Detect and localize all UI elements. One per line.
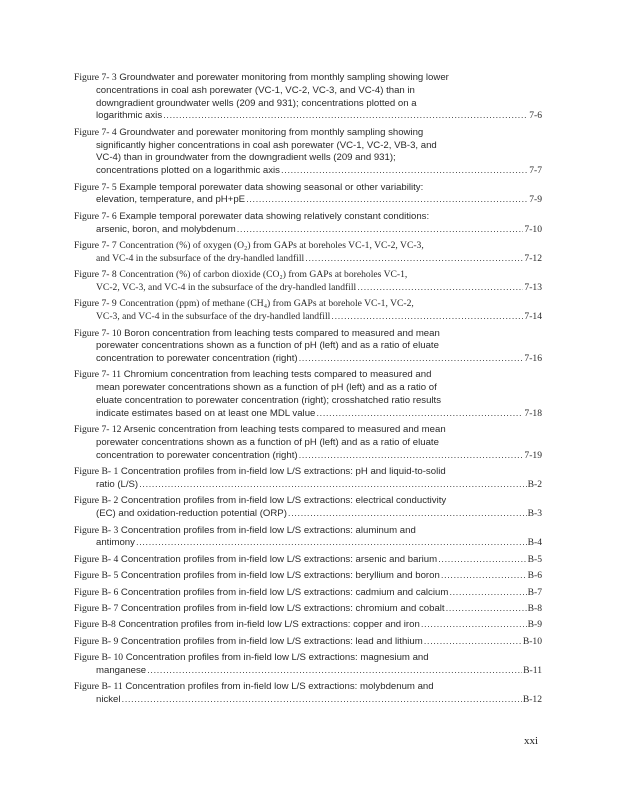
page-ref: B-6 <box>527 570 542 582</box>
toc-entry-first-line <box>74 495 542 508</box>
figure-label: Figure B- 10 <box>74 652 124 664</box>
dot-leader <box>305 253 523 266</box>
list-of-figures <box>74 72 542 711</box>
page-ref: 7-19 <box>524 449 542 461</box>
dot-leader <box>299 450 524 463</box>
figure-label: Figure B- 2 <box>74 495 119 507</box>
toc-entry-first-line <box>74 652 542 665</box>
toc-entry[interactable] <box>74 525 542 551</box>
toc-entry-line <box>74 554 542 567</box>
figure-caption-end: ratio (L/S) <box>96 479 139 491</box>
toc-entry-first-line <box>74 127 542 140</box>
toc-entry-last-line <box>74 479 542 492</box>
page-ref: 7-9 <box>529 194 542 206</box>
figure-label: Figure B- 6 <box>74 586 119 598</box>
toc-entry[interactable] <box>74 127 542 178</box>
figure-caption: Concentration profiles from in-field low L/S extractions: aluminum and <box>120 524 416 536</box>
toc-entry-first-line <box>74 298 542 311</box>
toc-entry-first-line <box>74 72 542 85</box>
toc-entry[interactable] <box>74 328 542 366</box>
toc-entry-text <box>74 603 445 616</box>
toc-entry-first-line <box>74 328 542 341</box>
toc-entry-last-line <box>74 311 542 324</box>
toc-entry[interactable] <box>74 424 542 462</box>
toc-entry-continuation: mean porewater concentrations shown as a function of pH (left) and as a ratio of <box>96 382 437 394</box>
dot-leader <box>449 587 526 600</box>
toc-entry-line <box>74 570 542 583</box>
toc-entry-continuation: porewater concentrations shown as a function of pH (left) and as a ratio of eluate <box>96 340 439 352</box>
figure-caption-end: VC-3, and VC-4 in the subsurface of the dry-handled landfill <box>96 311 331 323</box>
page-ref: B-3 <box>527 508 542 520</box>
figure-caption: Arsenic concentration from leaching tests compared to measured and mean <box>123 424 446 436</box>
figure-caption: Groundwater and porewater monitoring from monthly sampling showing <box>119 126 424 138</box>
dot-leader <box>246 194 528 207</box>
toc-entry[interactable] <box>74 495 542 521</box>
figure-caption-end: concentrations plotted on a logarithmic axis <box>96 165 280 177</box>
figure-caption-end: concentration to porewater concentration (right) <box>96 449 298 461</box>
toc-entry[interactable] <box>74 369 542 420</box>
page-ref: 7-10 <box>524 223 542 235</box>
dot-leader <box>331 311 523 324</box>
toc-entry-last-line <box>74 450 542 463</box>
page-ref: 7-13 <box>524 281 542 293</box>
figure-caption: Concentration profiles from in-field low L/S extractions: pH and liquid-to-solid <box>120 466 446 478</box>
figure-caption: Concentration (ppm) of methane (CH₄) from GAPs at borehole VC-1, VC-2, <box>119 298 414 310</box>
page-ref: B-2 <box>527 479 542 491</box>
figure-label: Figure 7- 12 <box>74 424 122 436</box>
toc-entry-last-line <box>74 694 542 707</box>
toc-entry-line <box>74 587 542 600</box>
page-ref: 7-18 <box>524 407 542 419</box>
toc-entry-continuation: significantly higher concentrations in coal ash porewater (VC-1, VC-2, VB-3, and <box>96 139 437 151</box>
figure-caption-end: elevation, temperature, and pH+pE <box>96 194 246 206</box>
dot-leader <box>438 554 526 567</box>
toc-entry-first-line <box>74 369 542 382</box>
toc-entry-line <box>74 603 542 616</box>
dot-leader <box>237 224 524 237</box>
toc-entry-first-line <box>74 182 542 195</box>
toc-entry-last-line <box>74 253 542 266</box>
toc-entry-text <box>74 636 423 649</box>
figure-caption-end: and VC-4 in the subsurface of the dry-handled landfill <box>96 252 305 264</box>
figure-caption: Boron concentration from leaching tests compared to measured and mean <box>124 327 440 339</box>
toc-entry-text <box>74 587 448 600</box>
toc-entry-last-line <box>74 537 542 550</box>
dot-leader <box>441 570 527 583</box>
figure-caption: Concentration profiles from in-field low L/S extractions: electrical conductivity <box>120 495 447 507</box>
page-ref: B-8 <box>527 602 542 614</box>
page-ref: B-12 <box>522 694 542 706</box>
figure-label: Figure 7- 3 <box>74 72 117 83</box>
toc-entry-first-line <box>74 240 542 253</box>
figure-label: Figure B- 3 <box>74 524 119 536</box>
toc-entry[interactable] <box>74 269 542 295</box>
page-ref: 7-16 <box>524 353 542 365</box>
page-ref: B-11 <box>523 664 542 676</box>
figure-caption: Concentration (%) of carbon dioxide (CO₂) from GAPs at boreholes VC-1, <box>119 269 408 281</box>
toc-entry-first-line <box>74 424 542 437</box>
toc-entry[interactable] <box>74 554 542 567</box>
figure-caption: Concentration profiles from in-field low L/S extractions: arsenic and barium <box>120 553 438 565</box>
toc-entry-line <box>74 636 542 649</box>
toc-entry-first-line <box>74 211 542 224</box>
figure-caption: Chromium concentration from leaching tests compared to measured and <box>123 369 432 381</box>
dot-leader <box>424 636 522 649</box>
page-ref: 7-7 <box>529 165 542 177</box>
figure-caption-end: (EC) and oxidation-reduction potential (ORP) <box>96 508 287 520</box>
figure-label: Figure 7- 9 <box>74 298 117 310</box>
page-ref: B-5 <box>527 553 542 565</box>
toc-entry[interactable] <box>74 72 542 123</box>
toc-entry-last-line <box>74 508 542 521</box>
figure-caption-end: nickel <box>96 694 121 706</box>
toc-entry-last-line <box>74 408 542 421</box>
figure-caption-end: antimony <box>96 537 135 549</box>
figure-label: Figure 7- 4 <box>74 126 117 138</box>
page-ref: B-7 <box>527 586 542 598</box>
page-ref: 7-6 <box>529 110 542 122</box>
toc-entry-line <box>74 619 542 632</box>
dot-leader <box>122 694 522 707</box>
toc-entry[interactable] <box>74 603 542 616</box>
dot-leader <box>139 479 526 492</box>
toc-entry-continuation: concentrations in coal ash porewater (VC-1, VC-2, VC-3, and VC-4) than in <box>96 84 415 96</box>
page-ref: 7-12 <box>524 252 542 264</box>
figure-caption-end: concentration to porewater concentration (right) <box>96 353 298 365</box>
dot-leader <box>163 110 528 123</box>
figure-caption: Concentration profiles from in-field low L/S extractions: chromium and cobalt <box>120 602 445 614</box>
toc-entry[interactable] <box>74 570 542 583</box>
toc-entry[interactable] <box>74 298 542 324</box>
figure-label: Figure B- 5 <box>74 570 119 582</box>
figure-label: Figure 7- 11 <box>74 369 122 381</box>
page-ref: B-9 <box>527 619 542 631</box>
toc-entry[interactable] <box>74 652 542 678</box>
toc-entry-text <box>74 619 420 632</box>
toc-entry[interactable] <box>74 587 542 600</box>
toc-entry[interactable] <box>74 211 542 237</box>
figure-caption-end: manganese <box>96 664 147 676</box>
toc-entry[interactable] <box>74 240 542 266</box>
figure-caption-end: logarithmic axis <box>96 110 163 122</box>
toc-entry-last-line <box>74 165 542 178</box>
figure-caption: Example temporal porewater data showing seasonal or other variability: <box>119 181 424 193</box>
figure-label: Figure 7- 10 <box>74 327 122 339</box>
figure-label: Figure B- 9 <box>74 635 119 647</box>
dot-leader <box>316 408 523 421</box>
figure-caption-end: VC-2, VC-3, and VC-4 in the subsurface of the dry-handled landfill <box>96 281 357 293</box>
dot-leader <box>147 665 522 678</box>
figure-caption: Concentration profiles from in-field low L/S extractions: lead and lithium <box>120 635 423 647</box>
page-number: xxi <box>524 735 539 747</box>
figure-caption: Concentration profiles from in-field low L/S extractions: magnesium and <box>125 652 429 664</box>
figure-label: Figure B- 11 <box>74 681 123 693</box>
figure-label: Figure 7- 5 <box>74 181 117 193</box>
page-ref: B-4 <box>527 537 542 549</box>
dot-leader <box>288 508 527 521</box>
dot-leader <box>299 353 524 366</box>
figure-caption: Concentration profiles from in-field low L/S extractions: copper and iron <box>118 619 420 631</box>
toc-entry[interactable] <box>74 681 542 707</box>
toc-entry-text <box>74 570 440 583</box>
toc-entry[interactable] <box>74 466 542 492</box>
figure-caption: Example temporal porewater data showing relatively constant conditions: <box>119 210 430 222</box>
dot-leader <box>357 282 523 295</box>
dot-leader <box>446 603 527 616</box>
dot-leader <box>136 537 527 550</box>
figure-label: Figure B-8 <box>74 619 116 631</box>
dot-leader <box>421 619 527 632</box>
toc-entry-last-line <box>74 194 542 207</box>
toc-entry-continuation: VC-4) than in groundwater from the downgradient wells (209 and 931); <box>96 152 396 164</box>
toc-entry-last-line <box>74 110 542 123</box>
toc-entry-first-line <box>74 681 542 694</box>
figure-label: Figure B- 4 <box>74 553 119 565</box>
figure-label: Figure B- 7 <box>74 602 119 614</box>
toc-entry[interactable] <box>74 182 542 208</box>
toc-entry-first-line <box>74 466 542 479</box>
toc-entry-first-line <box>74 525 542 538</box>
figure-caption: Groundwater and porewater monitoring from monthly sampling showing lower <box>119 72 449 83</box>
figure-caption-end: arsenic, boron, and molybdenum <box>96 223 236 235</box>
toc-entry-last-line <box>74 282 542 295</box>
toc-entry-last-line <box>74 224 542 237</box>
figure-caption: Concentration profiles from in-field low L/S extractions: molybdenum and <box>125 681 434 693</box>
figure-caption: Concentration profiles from in-field low L/S extractions: beryllium and boron <box>120 570 440 582</box>
figure-label: Figure B- 1 <box>74 466 119 478</box>
toc-entry-first-line <box>74 269 542 282</box>
figure-label: Figure 7- 8 <box>74 269 117 281</box>
page-ref: B-10 <box>522 635 542 647</box>
toc-entry-last-line <box>74 665 542 678</box>
toc-entry-last-line <box>74 353 542 366</box>
toc-entry[interactable] <box>74 636 542 649</box>
figure-caption: Concentration (%) of oxygen (O₂) from GAPs at boreholes VC-1, VC-2, VC-3, <box>119 239 424 251</box>
figure-label: Figure 7- 6 <box>74 210 117 222</box>
toc-entry-continuation: downgradient groundwater wells (209 and 931); concentrations plotted on a <box>96 97 417 109</box>
dot-leader <box>281 165 528 178</box>
figure-label: Figure 7- 7 <box>74 239 117 251</box>
toc-entry[interactable] <box>74 619 542 632</box>
figure-caption-end: indicate estimates based on at least one MDL value <box>96 407 316 419</box>
toc-entry-continuation: porewater concentrations shown as a function of pH (left) and as a ratio of eluate <box>96 437 439 449</box>
toc-entry-continuation: eluate concentration to porewater concentration (right); crosshatched ratio results <box>96 395 442 407</box>
toc-entry-text <box>74 554 437 567</box>
figure-caption: Concentration profiles from in-field low L/S extractions: cadmium and calcium <box>120 586 449 598</box>
page-ref: 7-14 <box>524 311 542 323</box>
